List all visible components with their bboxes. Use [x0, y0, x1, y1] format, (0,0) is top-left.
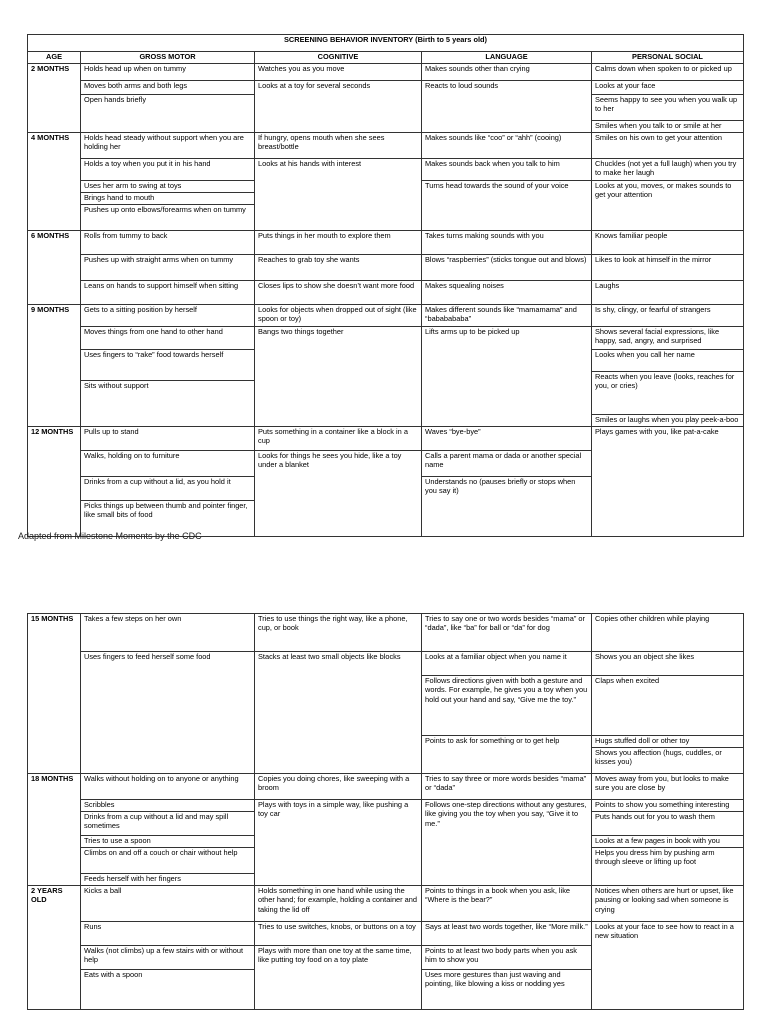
milestone-cell: Turns head towards the sound of your voice — [422, 181, 592, 231]
table-row — [28, 231, 744, 255]
milestone-cell: Looks at you, moves, or makes sounds to get your attention — [592, 181, 744, 231]
milestone-cell: Points to things in a book when you ask, like “Where is the bear?” — [422, 886, 592, 922]
header-language: LANGUAGE — [422, 52, 592, 64]
milestone-cell: Is shy, clingy, or fearful of strangers — [592, 305, 744, 327]
table-row — [28, 281, 744, 305]
milestone-cell: Bangs two things together — [255, 327, 422, 427]
milestone-cell: Moves things from one hand to other hand — [81, 327, 255, 350]
table-row — [28, 81, 744, 95]
header-personal-social: PERSONAL SOCIAL — [592, 52, 744, 64]
milestone-cell: Holds something in one hand while using the other hand; for example, holding a container and taking the lid off — [255, 886, 422, 922]
header-gross-motor: GROSS MOTOR — [81, 52, 255, 64]
milestone-cell: Walks, holding on to furniture — [81, 451, 255, 477]
milestone-cell: Drinks from a cup without a lid and may spill sometimes — [81, 812, 255, 836]
milestone-cell: Chuckles (not yet a full laugh) when you try to make her laugh — [592, 159, 744, 181]
milestone-cell: Drinks from a cup without a lid, as you hold it — [81, 477, 255, 501]
milestone-cell: Looks at a toy for several seconds — [255, 81, 422, 133]
milestone-cell: Uses her arm to swing at toys — [81, 181, 255, 193]
milestone-cell: Plays games with you, like pat-a-cake — [592, 427, 744, 537]
milestone-cell: Tries to use switches, knobs, or buttons on a toy — [255, 922, 422, 946]
milestone-cell: Tries to say one or two words besides “mama” or “dada”, like “ba” for ball or “da” for dog — [422, 614, 592, 652]
milestone-cell: Uses fingers to feed herself some food — [81, 652, 255, 774]
milestone-cell: Makes sounds back when you talk to him — [422, 159, 592, 181]
milestone-cell: Calms down when spoken to or picked up — [592, 64, 744, 81]
table-row — [28, 614, 744, 652]
milestone-cell: Plays with more than one toy at the same time, like putting toy food on a toy plate — [255, 946, 422, 1010]
milestone-cell: Open hands briefly — [81, 95, 255, 133]
milestone-cell: Makes sounds like “coo” or “ahh” (cooing) — [422, 133, 592, 159]
age-cell: 15 MONTHS — [28, 614, 81, 774]
table-row — [28, 800, 744, 812]
milestone-cell: Takes turns making sounds with you — [422, 231, 592, 255]
milestone-cell: Looks at your face — [592, 81, 744, 95]
table-row — [28, 327, 744, 350]
milestone-cell: Shows you affection (hugs, cuddles, or kisses you) — [592, 748, 744, 774]
milestone-cell: Walks without holding on to anyone or anything — [81, 774, 255, 800]
milestone-cell: Smiles or laughs when you play peek-a-boo — [592, 415, 744, 427]
milestone-cell: Sits without support — [81, 381, 255, 427]
milestone-cell: Shows you an object she likes — [592, 652, 744, 676]
milestone-cell: Reaches to grab toy she wants — [255, 255, 422, 281]
milestone-cell: Makes different sounds like “mamamama” and “bababababa” — [422, 305, 592, 327]
milestone-cell: Points to at least two body parts when you ask him to show you — [422, 946, 592, 970]
milestone-cell: Tries to say three or more words besides “mama” or “dada” — [422, 774, 592, 800]
milestone-cell: Runs — [81, 922, 255, 946]
milestone-cell: Helps you dress him by pushing arm through sleeve or lifting up foot — [592, 848, 744, 886]
table-body — [28, 614, 744, 1010]
milestone-cell: Makes squealing noises — [422, 281, 592, 305]
milestone-cell: Uses fingers to “rake” food towards herself — [81, 350, 255, 381]
milestone-cell: Holds head up when on tummy — [81, 64, 255, 81]
age-cell: 2 MONTHS — [28, 64, 81, 133]
milestone-cell: Points to show you something interesting — [592, 800, 744, 812]
milestone-cell: Likes to look at himself in the mirror — [592, 255, 744, 281]
milestone-cell: Takes a few steps on her own — [81, 614, 255, 652]
milestone-cell: Hugs stuffed doll or other toy — [592, 736, 744, 748]
milestone-cell: Looks when you call her name — [592, 350, 744, 372]
age-cell: 4 MONTHS — [28, 133, 81, 231]
milestone-cell: Smiles on his own to get your attention — [592, 133, 744, 159]
age-cell: 18 MONTHS — [28, 774, 81, 886]
milestone-cell: Claps when excited — [592, 676, 744, 736]
milestone-cell: Looks for things he sees you hide, like a toy under a blanket — [255, 451, 422, 537]
milestone-cell: Reacts to loud sounds — [422, 81, 592, 133]
milestone-cell: Rolls from tummy to back — [81, 231, 255, 255]
milestone-cell: Pushes up onto elbows/forearms when on tummy — [81, 205, 255, 231]
milestone-cell: Plays with toys in a simple way, like pushing a toy car — [255, 800, 422, 886]
table-row — [28, 159, 744, 181]
milestone-cell: Tries to use things the right way, like a phone, cup, or book — [255, 614, 422, 652]
milestone-cell: Says at least two words together, like “More milk.” — [422, 922, 592, 946]
source-note: Adapted from Milestone Moments by the CDC — [18, 531, 202, 541]
table-row — [28, 305, 744, 327]
milestone-cell: Stacks at least two small objects like blocks — [255, 652, 422, 774]
screening-table-page-1 — [27, 34, 744, 537]
milestone-cell: Brings hand to mouth — [81, 193, 255, 205]
milestone-cell: Makes sounds other than crying — [422, 64, 592, 81]
milestone-cell: Scribbles — [81, 800, 255, 812]
milestone-cell: Follows one-step directions without any gestures, like giving you the toy when you say, “Give it to me.” — [422, 800, 592, 886]
table-row — [28, 255, 744, 281]
milestone-cell: Understands no (pauses briefly or stops when you say it) — [422, 477, 592, 537]
milestone-cell: Puts something in a container like a block in a cup — [255, 427, 422, 451]
milestone-cell: Holds a toy when you put it in his hand — [81, 159, 255, 181]
milestone-cell: Follows directions given with both a gesture and words. For example, he gives you a toy when you hold out your hand and say, “Give me the toy.” — [422, 676, 592, 736]
milestone-cell: Moves both arms and both legs — [81, 81, 255, 95]
milestone-cell: Looks at a familiar object when you name it — [422, 652, 592, 676]
table-body — [28, 64, 744, 537]
milestone-cell: Eats with a spoon — [81, 970, 255, 1010]
milestone-cell: Smiles when you talk to or smile at her — [592, 121, 744, 133]
age-cell: 2 YEARS OLD — [28, 886, 81, 1010]
milestone-cell: Calls a parent mama or dada or another special name — [422, 451, 592, 477]
milestone-cell: Looks for objects when dropped out of sight (like spoon or toy) — [255, 305, 422, 327]
milestone-cell: Tries to use a spoon — [81, 836, 255, 848]
milestone-cell: Closes lips to show she doesn’t want more food — [255, 281, 422, 305]
table-row — [28, 922, 744, 946]
milestone-cell: Looks at his hands with interest — [255, 159, 422, 231]
milestone-cell: Puts things in her mouth to explore them — [255, 231, 422, 255]
milestone-cell: Shows several facial expressions, like happy, sad, angry, and surprised — [592, 327, 744, 350]
age-cell: 12 MONTHS — [28, 427, 81, 537]
milestone-cell: Kicks a ball — [81, 886, 255, 922]
milestone-cell: Looks at a few pages in book with you — [592, 836, 744, 848]
milestone-cell: Pulls up to stand — [81, 427, 255, 451]
table-row — [28, 886, 744, 922]
milestone-cell: Puts hands out for you to wash them — [592, 812, 744, 836]
milestone-cell: Notices when others are hurt or upset, like pausing or looking sad when someone is crying — [592, 886, 744, 922]
milestone-cell: Copies other children while playing — [592, 614, 744, 652]
milestone-cell: Holds head steady without support when you are holding her — [81, 133, 255, 159]
screening-table-page-2 — [27, 613, 744, 1010]
table-row — [28, 427, 744, 451]
milestone-cell: Laughs — [592, 281, 744, 305]
table-title: SCREENING BEHAVIOR INVENTORY (Birth to 5 years old) — [28, 35, 744, 52]
milestone-cell: Lifts arms up to be picked up — [422, 327, 592, 427]
table-row — [28, 64, 744, 81]
age-cell: 9 MONTHS — [28, 305, 81, 427]
table-row — [28, 774, 744, 800]
milestone-cell: Knows familiar people — [592, 231, 744, 255]
milestone-cell: Uses more gestures than just waving and pointing, like blowing a kiss or nodding yes — [422, 970, 592, 1010]
milestone-cell: Moves away from you, but looks to make sure you are close by — [592, 774, 744, 800]
milestone-cell: Waves “bye-bye” — [422, 427, 592, 451]
milestone-cell: Watches you as you move — [255, 64, 422, 81]
milestone-cell: Blows “raspberries” (sticks tongue out and blows) — [422, 255, 592, 281]
milestone-cell: If hungry, opens mouth when she sees breast/bottle — [255, 133, 422, 159]
header-cognitive: COGNITIVE — [255, 52, 422, 64]
table-row — [28, 652, 744, 676]
age-cell: 6 MONTHS — [28, 231, 81, 305]
milestone-cell: Gets to a sitting position by herself — [81, 305, 255, 327]
milestone-cell: Reacts when you leave (looks, reaches for you, or cries) — [592, 372, 744, 415]
milestone-cell: Points to ask for something or to get help — [422, 736, 592, 774]
milestone-cell: Picks things up between thumb and pointer finger, like small bits of food — [81, 501, 255, 537]
milestone-cell: Climbs on and off a couch or chair without help — [81, 848, 255, 874]
milestone-cell: Copies you doing chores, like sweeping with a broom — [255, 774, 422, 800]
milestone-cell: Pushes up with straight arms when on tummy — [81, 255, 255, 281]
milestone-cell: Seems happy to see you when you walk up to her — [592, 95, 744, 121]
table-row — [28, 133, 744, 159]
milestone-cell: Feeds herself with her fingers — [81, 874, 255, 886]
milestone-cell: Walks (not climbs) up a few stairs with or without help — [81, 946, 255, 970]
milestone-cell: Leans on hands to support himself when sitting — [81, 281, 255, 305]
milestone-cell: Looks at your face to see how to react in a new situation — [592, 922, 744, 1010]
header-age: AGE — [28, 52, 81, 64]
